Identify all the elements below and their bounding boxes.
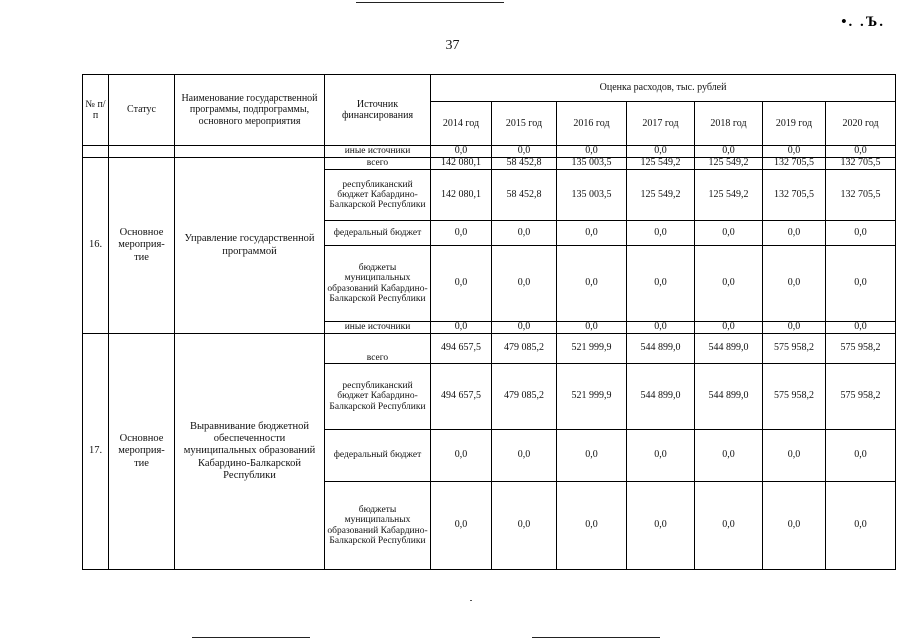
budget-table <box>82 74 896 570</box>
top-scan-line <box>356 2 504 3</box>
value-cell: 0,0 <box>826 322 896 334</box>
value-cell: 544 899,0 <box>627 364 695 430</box>
value-cell: 0,0 <box>763 246 826 322</box>
value-cell: 135 003,5 <box>557 158 627 170</box>
value-cell: 0,0 <box>431 221 492 246</box>
source-cell: бюджеты муниципальных образований Кабардино-Балкарской Республики <box>325 482 431 570</box>
header-estimate: Оценка расходов, тыс. рублей <box>431 75 896 102</box>
value-cell: 0,0 <box>627 322 695 334</box>
page-number: 37 <box>445 38 460 53</box>
value-cell: 0,0 <box>492 482 557 570</box>
value-cell: 479 085,2 <box>492 334 557 364</box>
header-year: 2019 год <box>763 102 826 146</box>
header-source: Источник финансирования <box>325 75 431 146</box>
source-cell: всего <box>325 334 431 364</box>
source-cell: республиканский бюджет Кабардино-Балкарской Республики <box>325 170 431 221</box>
value-cell: 575 958,2 <box>826 364 896 430</box>
value-cell: 0,0 <box>826 482 896 570</box>
value-cell: 544 899,0 <box>627 334 695 364</box>
value-cell: 0,0 <box>431 146 492 158</box>
value-cell: 0,0 <box>627 246 695 322</box>
value-cell: 0,0 <box>557 430 627 482</box>
value-cell: 494 657,5 <box>431 334 492 364</box>
value-cell: 132 705,5 <box>763 158 826 170</box>
status-cell: Основное мероприя-тие <box>109 158 175 334</box>
source-cell: федеральный бюджет <box>325 430 431 482</box>
value-cell: 0,0 <box>431 322 492 334</box>
value-cell: 575 958,2 <box>826 334 896 364</box>
value-cell: 142 080,1 <box>431 170 492 221</box>
value-cell: 0,0 <box>763 146 826 158</box>
value-cell: 575 958,2 <box>763 364 826 430</box>
value-cell: 125 549,2 <box>695 170 763 221</box>
header-year: 2020 год <box>826 102 896 146</box>
value-cell: 0,0 <box>763 221 826 246</box>
source-cell: бюджеты муниципальных образований Кабардино-Балкарской Республики <box>325 246 431 322</box>
value-cell: 521 999,9 <box>557 364 627 430</box>
value-cell: 132 705,5 <box>826 170 896 221</box>
value-cell: 0,0 <box>763 430 826 482</box>
header-year: 2016 год <box>557 102 627 146</box>
value-cell: 521 999,9 <box>557 334 627 364</box>
bottom-scan-line-left <box>192 637 310 638</box>
value-cell: 479 085,2 <box>492 364 557 430</box>
value-cell: 0,0 <box>826 430 896 482</box>
value-cell: 0,0 <box>557 246 627 322</box>
value-cell: 0,0 <box>557 482 627 570</box>
value-cell: 125 549,2 <box>627 170 695 221</box>
source-cell: всего <box>325 158 431 170</box>
empty-cell <box>109 146 175 158</box>
value-cell: 132 705,5 <box>826 158 896 170</box>
value-cell: 0,0 <box>492 246 557 322</box>
value-cell: 0,0 <box>826 221 896 246</box>
value-cell: 142 080,1 <box>431 158 492 170</box>
header-year: 2015 год <box>492 102 557 146</box>
value-cell: 132 705,5 <box>763 170 826 221</box>
header-year: 2018 год <box>695 102 763 146</box>
value-cell: 0,0 <box>557 221 627 246</box>
source-cell: республиканский бюджет Кабардино-Балкарской Республики <box>325 364 431 430</box>
bottom-scan-line-right <box>532 637 660 638</box>
value-cell: 0,0 <box>695 482 763 570</box>
corner-handwritten-mark: •. .Ъ. <box>841 14 885 30</box>
row-number: 16. <box>83 158 109 334</box>
value-cell: 0,0 <box>695 146 763 158</box>
value-cell: 0,0 <box>695 246 763 322</box>
value-cell: 0,0 <box>557 146 627 158</box>
table-row <box>83 334 896 364</box>
value-cell: 0,0 <box>763 482 826 570</box>
value-cell: 125 549,2 <box>627 158 695 170</box>
source-cell: иные источники <box>325 146 431 158</box>
empty-cell <box>175 146 325 158</box>
value-cell: 0,0 <box>492 146 557 158</box>
row-number: 17. <box>83 334 109 570</box>
value-cell: 0,0 <box>492 322 557 334</box>
value-cell: 0,0 <box>557 322 627 334</box>
header-no: № п/п <box>83 75 109 146</box>
value-cell: 0,0 <box>431 246 492 322</box>
table-row <box>83 158 896 170</box>
empty-cell <box>83 146 109 158</box>
program-name: Выравнивание бюджетной обеспеченности муниципальных образований Кабардино-Балкарской Республики <box>175 334 325 570</box>
header-year: 2017 год <box>627 102 695 146</box>
value-cell: 58 452,8 <box>492 158 557 170</box>
value-cell: 0,0 <box>431 430 492 482</box>
value-cell: 0,0 <box>763 322 826 334</box>
header-name: Наименование государственной программы, подпрограммы, основного мероприятия <box>175 75 325 146</box>
value-cell: 0,0 <box>695 430 763 482</box>
value-cell: 135 003,5 <box>557 170 627 221</box>
value-cell: 575 958,2 <box>763 334 826 364</box>
scan-speck <box>470 600 472 601</box>
value-cell: 0,0 <box>431 482 492 570</box>
value-cell: 0,0 <box>492 430 557 482</box>
value-cell: 494 657,5 <box>431 364 492 430</box>
value-cell: 125 549,2 <box>695 158 763 170</box>
status-cell: Основное мероприя-тие <box>109 334 175 570</box>
value-cell: 0,0 <box>695 221 763 246</box>
value-cell: 544 899,0 <box>695 334 763 364</box>
value-cell: 0,0 <box>695 322 763 334</box>
value-cell: 0,0 <box>627 146 695 158</box>
header-status: Статус <box>109 75 175 146</box>
value-cell: 0,0 <box>627 430 695 482</box>
value-cell: 0,0 <box>826 246 896 322</box>
source-cell: федеральный бюджет <box>325 221 431 246</box>
value-cell: 0,0 <box>826 146 896 158</box>
value-cell: 58 452,8 <box>492 170 557 221</box>
header-year: 2014 год <box>431 102 492 146</box>
table-row <box>83 146 896 158</box>
source-cell: иные источники <box>325 322 431 334</box>
value-cell: 0,0 <box>492 221 557 246</box>
value-cell: 544 899,0 <box>695 364 763 430</box>
value-cell: 0,0 <box>627 482 695 570</box>
program-name: Управление государственной программой <box>175 158 325 334</box>
value-cell: 0,0 <box>627 221 695 246</box>
